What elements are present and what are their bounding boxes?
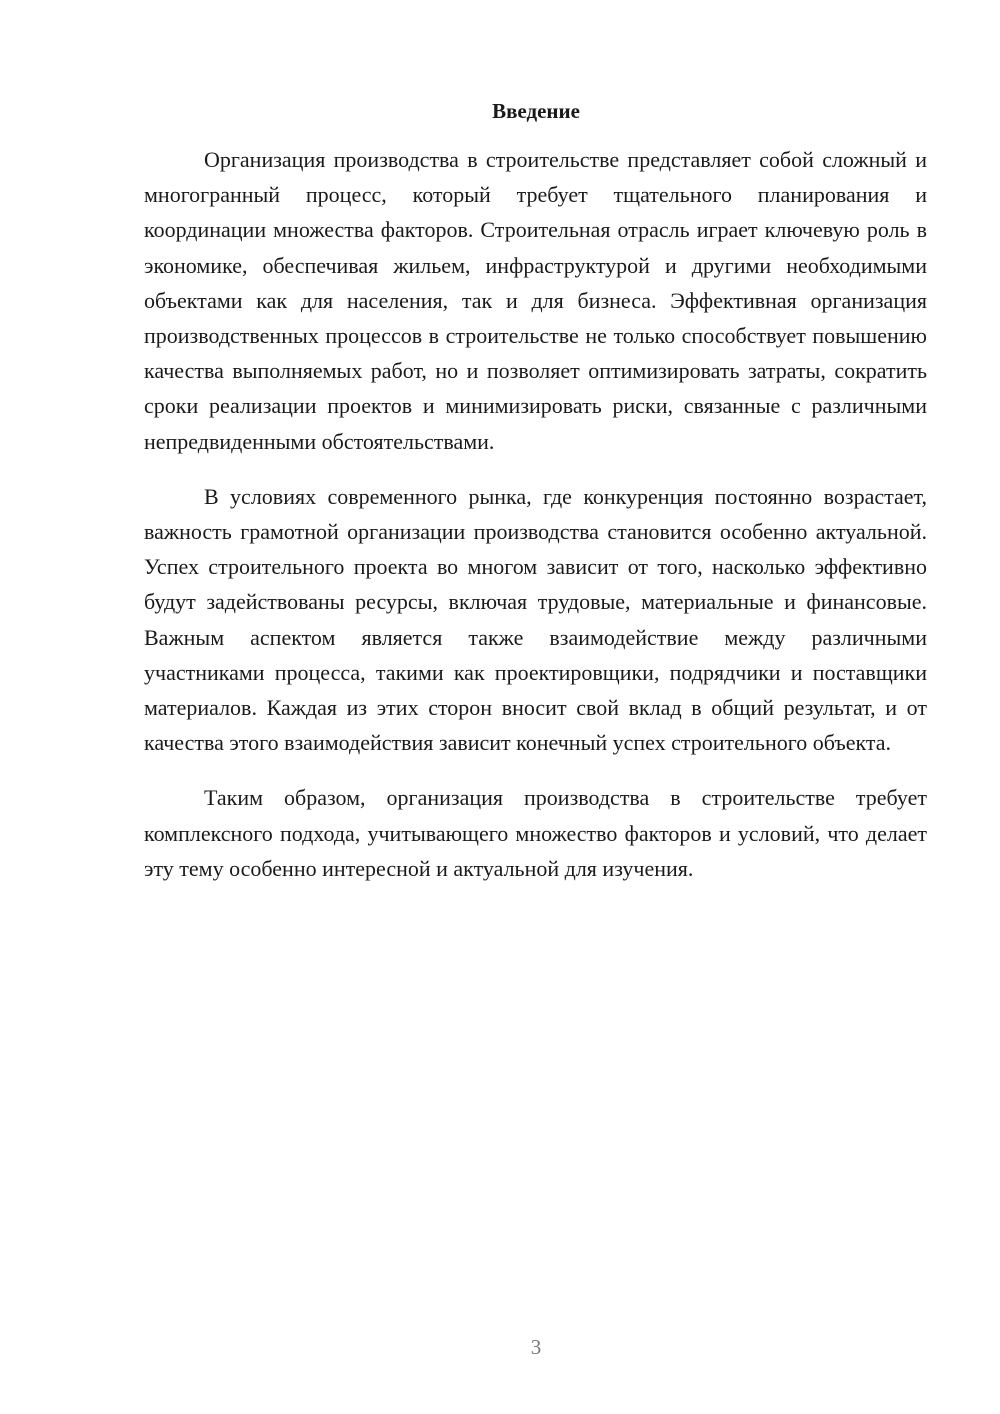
page-number: 3 xyxy=(530,1335,542,1359)
paragraph-1: Организация производства в строительстве представляет собой сложный и многогранный процесс, который требует тщательного планирования и координации множества факторов. Строительная отрасль играет ключевую роль в экономике, обеспечивая жильем, инфраструктурой и другими необходимыми объектами как для населения, так и для бизнеса. Эффективная организация производственных процессов в строительстве не только способствует повышению качества выполняемых работ, но и позволяет оптимизировать затраты, сократить сроки реализации проектов и минимизировать риски, связанные с различными непредвиденными обстоятельствами. xyxy=(144,147,927,454)
paragraph-2: В условиях современного рынка, где конкуренция постоянно возрастает, важность грамотной организации производства становится особенно актуальной. Успех строительного проекта во многом зависит от того, насколько эффективно будут задействованы ресурсы, включая трудовые, материальные и финансовые. Важным аспектом является также взаимодействие между различными участниками процесса, такими как проектировщики, подрядчики и поставщики материалов. Каждая из этих сторон вносит свой вклад в общий результат, и от качества этого взаимодействия зависит конечный успех строительного объекта. xyxy=(144,483,927,756)
paragraph-3: Таким образом, организация производства в строительстве требует комплексного подхода, учитывающего множество факторов и условий, что делает эту тему особенно интересной и актуальной для изучения. xyxy=(144,785,927,881)
body-text xyxy=(144,142,927,906)
section-heading: Введение xyxy=(492,99,580,123)
